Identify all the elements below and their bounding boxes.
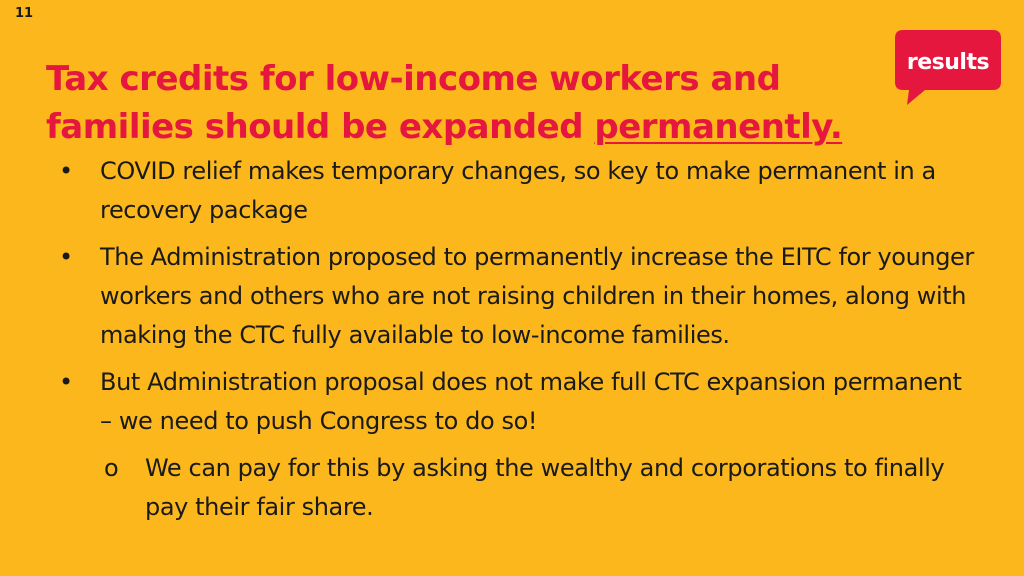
bullet-item bbox=[55, 152, 975, 230]
bullet-text: COVID relief makes temporary changes, so key to make permanent in a recovery package bbox=[100, 157, 936, 224]
bullet-marker: • bbox=[59, 243, 73, 271]
bullet-marker: • bbox=[59, 368, 73, 396]
sub-bullet-item bbox=[100, 449, 975, 527]
title-text: Tax credits for low-income workers and families should be expanded bbox=[46, 59, 781, 147]
bullet-text: The Administration proposed to permanently increase the EITC for younger workers and others who are not raising children in their homes, along with making the CTC fully available to low-income families. bbox=[100, 243, 974, 349]
bullet-text: But Administration proposal does not make full CTC expansion permanent – we need to push Congress to do so! bbox=[100, 368, 962, 435]
slide-number: 11 bbox=[15, 6, 34, 21]
sub-bullet-text: We can pay for this by asking the wealthy and corporations to finally pay their fair share. bbox=[145, 454, 945, 521]
slide-title bbox=[46, 55, 906, 151]
sub-bullet-marker: o bbox=[104, 454, 119, 482]
results-logo bbox=[895, 30, 1001, 105]
bullet-item bbox=[55, 363, 975, 441]
logo-text: results bbox=[906, 50, 990, 75]
bullet-item bbox=[55, 238, 975, 355]
title-emphasis: permanently. bbox=[594, 107, 843, 147]
bullet-list bbox=[55, 152, 975, 535]
bullet-marker: • bbox=[59, 157, 73, 185]
